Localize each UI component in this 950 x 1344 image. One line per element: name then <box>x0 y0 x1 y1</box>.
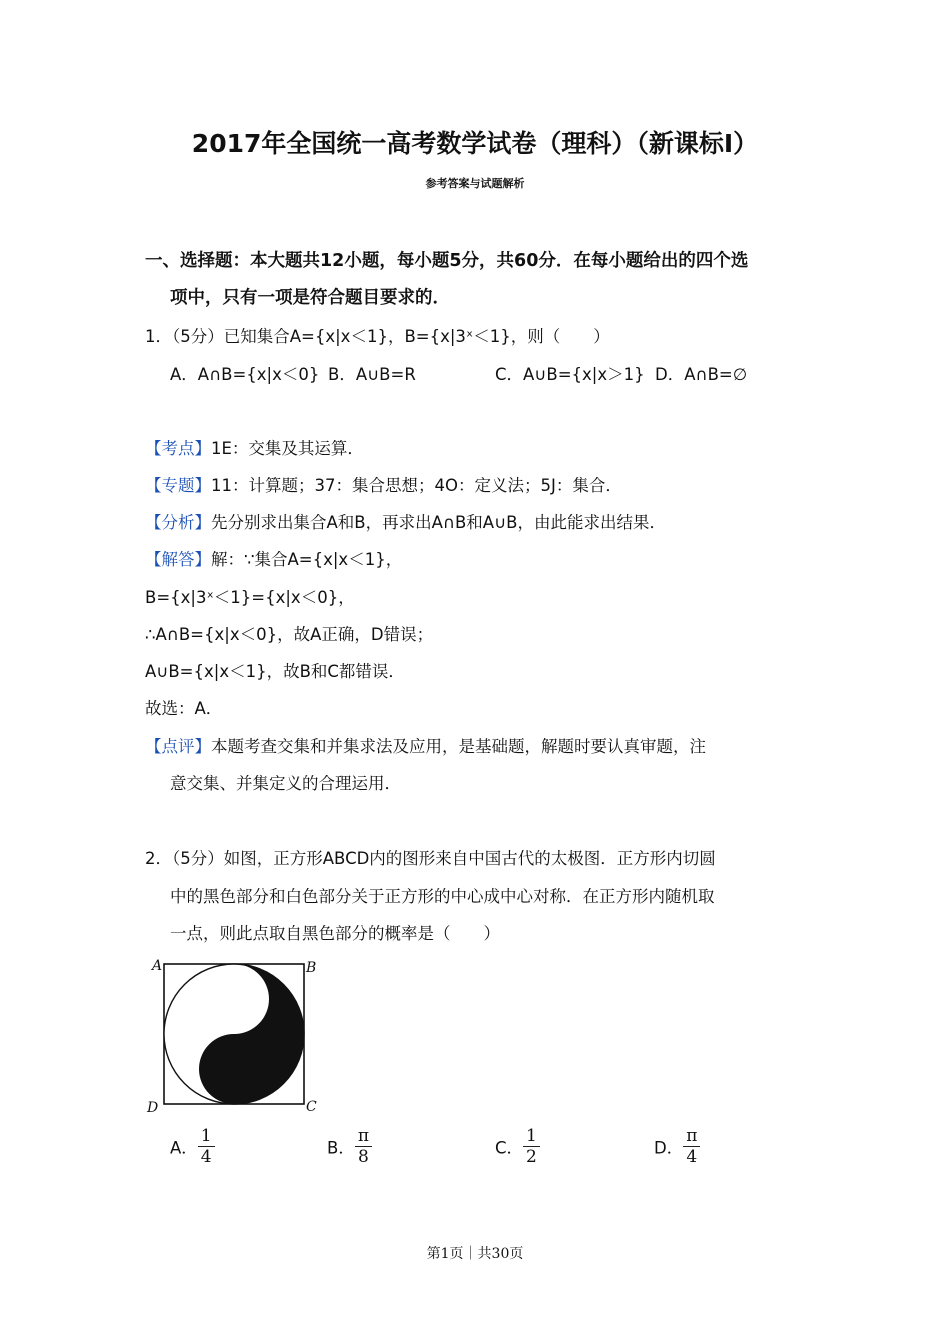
numerator: π <box>355 1126 372 1147</box>
section-heading-line2: 项中，只有一项是符合题目要求的． <box>170 288 450 308</box>
q1-zhuanti <box>145 472 622 496</box>
page-footer: 第1页｜共30页 <box>426 1246 524 1262</box>
q2-option-b-letter: B． <box>327 1138 355 1158</box>
q1-stem: 1．（5分）已知集合A={x|x＜1}，B={x|3ˣ＜1}，则（ ） <box>145 327 610 346</box>
corner-label-b: B <box>306 960 317 976</box>
q1-kaodian <box>145 435 364 459</box>
corner-label-d: D <box>147 1100 159 1116</box>
zhuanti-tag: 【专题】 <box>145 476 211 495</box>
q1-answer: 故选：A． <box>145 699 223 718</box>
numerator: 1 <box>523 1126 540 1147</box>
q1-dianping-line2: 意交集、并集定义的合理运用． <box>170 774 401 793</box>
dianping-text1: 本题考查交集和并集求法及应用，是基础题，解题时要认真审题，注 <box>211 737 706 756</box>
q2-stem-line2: 中的黑色部分和白色部分关于正方形的中心成中心对称．在正方形内随机取 <box>170 887 715 906</box>
zhuanti-text: 11：计算题；37：集合思想；4O：定义法；5J：集合． <box>211 476 622 495</box>
fenxi-text: 先分别求出集合A和B，再求出A∩B和A∪B，由此能求出结果． <box>211 513 666 532</box>
q2-stem-line1: 2．（5分）如图，正方形ABCD内的图形来自中国古代的太极图．正方形内切圆 <box>145 849 716 868</box>
q2-option-b <box>327 1126 372 1167</box>
q1-option-b: B．A∪B=R <box>328 365 416 384</box>
q2-option-d <box>654 1126 700 1167</box>
page-subtitle: 参考答案与试题解析 <box>425 177 525 190</box>
corner-label-a: A <box>152 958 163 974</box>
q1-option-d: D．A∩B=∅ <box>655 365 748 384</box>
white-dot <box>228 993 241 1006</box>
kaodian-tag: 【考点】 <box>145 439 211 458</box>
q1-option-c: C．A∪B={x|x＞1} <box>495 365 645 384</box>
denominator: 2 <box>526 1147 537 1167</box>
fraction <box>355 1126 372 1167</box>
q1-jieda <box>145 546 402 570</box>
q1-solution-line3: A∪B={x|x＜1}，故B和C都错误． <box>145 662 405 681</box>
q1-solution-line1: B={x|3ˣ＜1}={x|x＜0}， <box>145 588 355 607</box>
denominator: 8 <box>358 1147 369 1167</box>
section-heading-line1: 一、选择题：本大题共12小题，每小题5分，共60分．在每小题给出的四个选 <box>145 251 749 271</box>
q2-option-c-letter: C． <box>495 1138 524 1158</box>
kaodian-text: 1E：交集及其运算． <box>211 439 364 458</box>
denominator: 4 <box>686 1147 698 1167</box>
q2-option-d-letter: D． <box>654 1138 684 1158</box>
fraction <box>683 1126 700 1167</box>
numerator: π <box>683 1126 700 1147</box>
q1-solution-line2: ∴A∩B={x|x＜0}，故A正确，D错误； <box>145 625 434 644</box>
jieda-text: 解：∵集合A={x|x＜1}， <box>211 550 403 569</box>
q2-stem-line3: 一点，则此点取自黑色部分的概率是（ ） <box>170 924 500 943</box>
numerator: 1 <box>198 1126 215 1147</box>
corner-label-c: C <box>306 1099 317 1115</box>
fraction <box>523 1126 540 1167</box>
q1-fenxi <box>145 509 666 533</box>
q2-option-a-letter: A． <box>170 1138 198 1158</box>
fenxi-tag: 【分析】 <box>145 513 211 532</box>
q2-option-a <box>170 1126 215 1167</box>
q2-option-c <box>495 1126 540 1167</box>
dianping-tag: 【点评】 <box>145 737 211 756</box>
q1-dianping <box>145 733 706 757</box>
taiji-figure <box>146 956 326 1120</box>
q1-option-a: A．A∩B={x|x＜0} <box>170 365 320 384</box>
fraction <box>198 1126 215 1167</box>
page-title: 2017年全国统一高考数学试卷（理科）（新课标Ⅰ） <box>191 129 759 158</box>
denominator: 4 <box>200 1147 212 1167</box>
black-dot <box>227 1062 241 1076</box>
jieda-tag: 【解答】 <box>145 550 211 569</box>
